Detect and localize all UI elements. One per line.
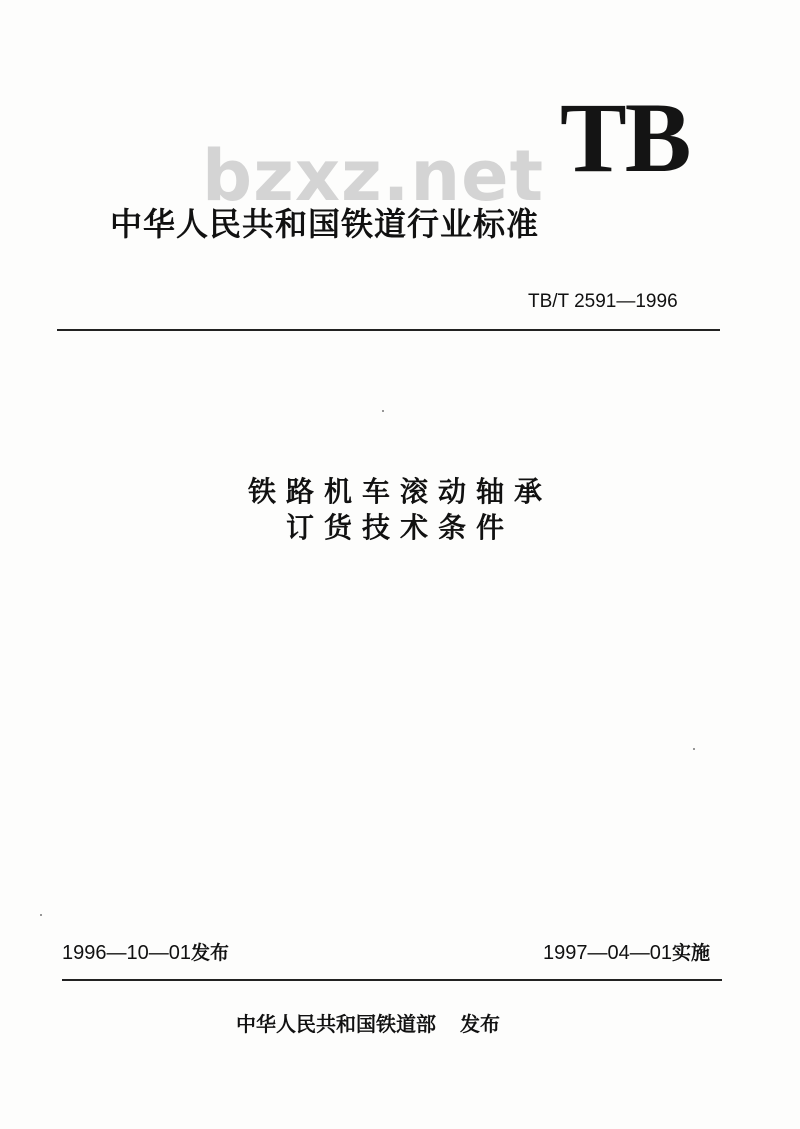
release-info xyxy=(62,940,229,966)
implement-info xyxy=(543,940,710,966)
tb-logo: TB xyxy=(560,82,690,193)
implement-date: 1997—04—01 xyxy=(543,942,672,964)
publish-label: 发布 xyxy=(460,1012,500,1036)
top-divider xyxy=(57,329,720,331)
watermark: bzxz.net xyxy=(202,135,545,217)
bottom-divider xyxy=(62,979,722,981)
document-title-line-2: 订货技术条件 xyxy=(285,511,514,544)
document-title-line-1: 铁路机车滚动轴承 xyxy=(247,475,552,508)
release-label: 发布 xyxy=(190,942,229,964)
standard-number: TB/T 2591—1996 xyxy=(528,291,678,312)
publisher-name: 中华人民共和国铁道部 xyxy=(236,1012,436,1036)
publisher-line xyxy=(236,1010,500,1038)
release-date: 1996—10—01 xyxy=(62,942,191,964)
scan-speck xyxy=(40,914,42,916)
implement-label: 实施 xyxy=(671,942,710,964)
standard-category: 中华人民共和国铁道行业标准 xyxy=(110,205,540,243)
scan-speck xyxy=(693,748,695,750)
scan-speck xyxy=(382,410,384,412)
